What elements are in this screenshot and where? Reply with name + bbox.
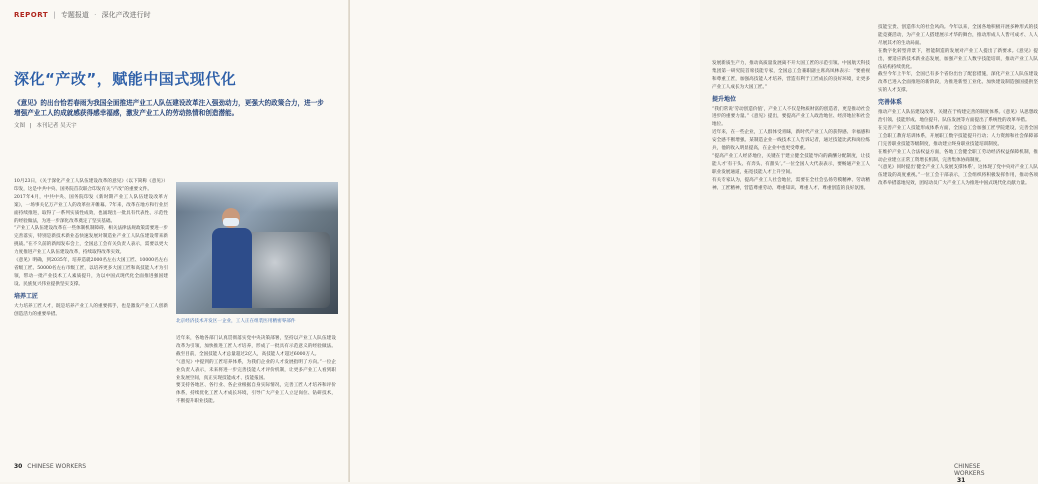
header-divider: | — [53, 11, 56, 19]
right-column-1 — [712, 60, 870, 460]
page-number-right: 31 — [957, 477, 966, 484]
paragraph: 要支持各地区、各行业、各企业根据自身实际情况，完善工匠人才培养和评价体系，持续优化工匠人才成长环境，引导广大产业工人立足岗位、钻研技术，不断提升职业技能。 — [176, 383, 336, 405]
paragraph: 在维护产业工人合法权益方面，各地工会健全职工劳动经济权益保障机制，推动企业建立正常工资增长机制，完善集体协商制度。 — [878, 149, 1038, 163]
photo-caption: 北京经济技术开发区一企业，工人正在组装医用精密零部件 — [176, 319, 296, 324]
paragraph: 推动产业工人队伍建设改革，关键在于构建完善的制度体系。《意见》从思想政治引领、技能形成、地位提升、队伍发展等方面提出了系统性的改革举措。 — [878, 110, 1038, 123]
paragraph: “《意见》中提到的工匠培养体系，为我们企业的人才发展指明了方向。”一位企业负责人表示，未来将进一步完善技能人才评价机制，让更多产业工人看到职业发展空间，真正实现技能成才、技能报国。 — [176, 359, 336, 381]
byline-reporter: 本刊记者 — [36, 123, 59, 129]
magazine-name-right: CHINESE WORKERS — [954, 463, 985, 477]
left-footer — [14, 463, 86, 470]
paragraph: 发展新质生产力，推动高质量发展离不开大国工匠的示范引领。中国航天科技集团第一研究院首席技能专家，全国总工会兼职副主席高凤林表示：“要重视和尊重工匠，加强高技能人才培养，营造有利于工匠成长的良好环境，让更多产业工人成长为大国工匠。” — [712, 61, 870, 90]
byline-outlet: 文图 — [14, 123, 26, 129]
left-column-2 — [176, 335, 336, 468]
section-header — [14, 10, 151, 20]
page-number-left: 30 — [14, 463, 23, 470]
subsection-label: 深化产改进行时 — [101, 11, 151, 19]
photo-ceiling-lights — [176, 182, 338, 212]
paragraph: 技能宝贵、创造伟大的社会风尚。今年以来，全国各地积极开展多种形式的技能竞赛活动，为产业工人搭建展示才华的舞台，推动形成人人皆可成才、人人尽展其才的生动局面。 — [878, 25, 1038, 46]
right-page — [350, 0, 1038, 484]
paragraph: 10月23日，《关于深化产业工人队伍建设改革的意见》（以下简称《意见》）印发，这是中共中央、国务院首次联合印发有关“产改”的重要文件。 — [14, 179, 168, 192]
article-headline: 深化“产改”，赋能中国式现代化 — [14, 70, 237, 88]
subheading: 培养工匠 — [14, 292, 39, 300]
paragraph: 《意见》明确，到2035年，培养造就2000名左右大国工匠、10000名左右省级工匠、50000名左右市级工匠，以培养更多大国工匠和高技能人才为引领，带动一批产业技术工人素质提升，为以中国式现代化全面推进强国建设、民族复兴伟业提供坚实支撑。 — [14, 258, 168, 287]
byline-name: 吴天宇 — [60, 123, 77, 129]
paragraph: 大力培养工匠人才，既是培养产业工人的重要抓手，也是激发产业工人创新创造活力的重要举措。 — [14, 303, 168, 317]
left-column-1 — [14, 178, 168, 468]
paragraph: “产业工人队伍建设改革在一些体制机制障碍、相关法律法规政策需要进一步完善落实，特别是新技术新业态快速发展对制造业产业工人队伍建设带来新挑战。”在不久前的新闻发布会上，全国总工会有关负责人表示，需要以更大力度推进产业工人队伍建设改革，持续取得改革实效。 — [14, 226, 168, 256]
right-footer — [954, 463, 985, 484]
paragraph: 在数字化转型背景下，智能制造的发展对产业工人提出了新要求。《意见》提出，要适应新技术新业态发展，加强产业工人数字技能培训，推动产业工人队伍结构持续优化。 — [878, 48, 1038, 70]
article-deck: 《意见》的出台恰若春雨为我国全面推进产业工人队伍建设改革注入强劲动力，更强大的政策合力，进一步增强产业工人的成就感获得感幸福感，激发产业工人的劳动热情和创造潜能。 — [14, 99, 324, 117]
paragraph: 有关专家认为，提高产业工人社会地位，需要在全社会弘扬劳模精神、劳动精神、工匠精神，营造尊重劳动、尊重知识、尊重人才、尊重创造的良好氛围。 — [712, 177, 870, 191]
paragraph: “《意见》同时提出‘健全产业工人发展支撑体系’，这体现了党中央对产业工人队伍建设的高度重视。”一位工会干部表示，工会组织将积极发挥作用，推动各项改革举措落地见效，团结动员广大产业工人为推进中国式现代化贡献力量。 — [878, 165, 1038, 187]
left-page — [0, 0, 350, 482]
byline-divider: | — [29, 123, 32, 129]
paragraph: “提高产业工人经济地位，关键在于建立健全技能导向的薪酬分配制度，让技能人才‘有干头、有奔头、有甜头’。”一位全国人大代表表示，要畅通产业工人职业发展通道，拓宽技能人才上升空间。 — [712, 153, 870, 175]
paragraph: 在完善产业工人技能形成体系方面，全国总工会加强工匠学院建设，完善全国工会职工教育培训体系，开展职工数字技能提升行动；人力资源和社会保障部门完善职业技能等级制度，推动建立终身职业技能培训制度。 — [878, 125, 1038, 147]
paragraph: “我们常说‘劳动创造价值’，产业工人不仅是物质财富的创造者，更是推动社会进步的重要力量。”《意见》提出，要提高产业工人政治地位、经济地位和社会地位。 — [712, 106, 870, 128]
paragraph: 2017年4月，中共中央、国务院印发《新时期产业工人队伍建设改革方案》，一场事关亿万产业工人的改革拉开帷幕。7年来，改革在地方和行业层面持续推进，取得了一系列实质性成效，也涌现出一批具有代表性、示范性的经验做法，为进一步深化改革奠定了坚实基础。 — [14, 194, 168, 224]
report-label: REPORT — [14, 11, 49, 19]
right-column-2 — [878, 24, 1038, 460]
photo-worker-mask — [223, 218, 239, 226]
photo-worker-body — [212, 228, 252, 308]
section-label: 专题报道 — [60, 11, 89, 19]
paragraph: 截至今年上半年，全国已有多个省份出台了配套措施，深化产业工人队伍建设改革已进入全面推进的新阶段，为推进新型工业化、加快建设制造强国提供坚实的人才支撑。 — [878, 72, 1038, 94]
paragraph: 近年来，各地各部门认真贯彻落实党中央决策部署，坚持以产业工人队伍建设改革为引领，加快推进工匠人才培养，形成了一批具有示范意义的经验做法。截至目前，全国技能人才总量超过2亿人，高技能人才超过6000万人。 — [176, 336, 336, 357]
photo-worker — [212, 208, 252, 308]
factory-worker-photo — [176, 182, 338, 314]
subheading: 提升地位 — [712, 95, 737, 103]
magazine-name-left: CHINESE WORKERS — [27, 463, 87, 470]
paragraph: 近年来，在一些企业，工人群体受青睐，新时代产业工人的获得感、幸福感和安全感不断增强。某制造企业一线技术工人告诉记者，通过技能比武和岗位练兵，他的收入明显提高，在企业中也更受尊重。 — [712, 130, 870, 152]
subheading: 完善体系 — [878, 99, 903, 107]
byline — [14, 121, 77, 129]
header-dot: · — [94, 11, 97, 19]
